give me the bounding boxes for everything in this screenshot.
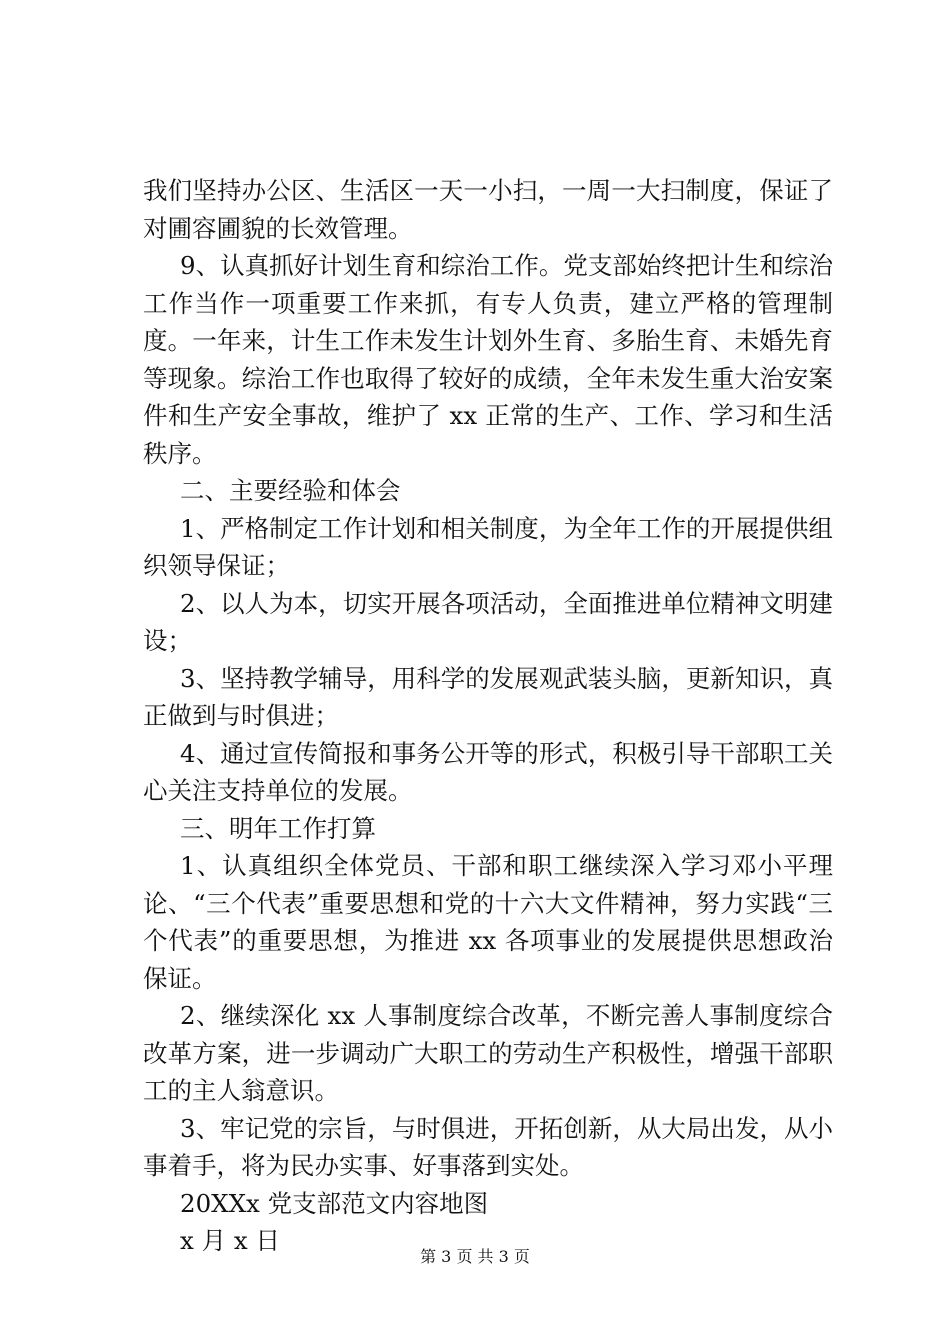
paragraph-7: 4、通过宣传简报和事务公开等的形式，积极引导干部职工关心关注支持单位的发展。 bbox=[143, 738, 833, 805]
section-heading-plan: 三、明年工作打算 bbox=[180, 813, 376, 843]
paragraph-2: 9、认真抓好计划生育和综治工作。党支部始终把计生和综治工作当作一项重要工作来抓，有专人负责，建立严格的管理制度。一年来，计生工作未发生计划外生育、多胎生育、未婚先育等现象。综治工作也取得了较好的成绩，全年未发生重大治安案件和生产安全事故，维护了 xx 正常的生产、工作、学习和生活秩序。 bbox=[143, 251, 833, 468]
paragraph-4: 1、严格制定工作计划和相关制度，为全年工作的开展提供组织领导保证； bbox=[143, 513, 833, 580]
section-heading-experience: 二、主要经验和体会 bbox=[180, 476, 401, 505]
paragraph-10: 2、继续深化 xx 人事制度综合改革，不断完善人事制度综合改革方案，进一步调动广大职工的劳动生产积极性，增强干部职工的主人翁意识。 bbox=[143, 1001, 833, 1105]
paragraph-11: 3、牢记党的宗旨，与时俱进，开拓创新，从大局出发，从小事着手，将为民办实事、好事落到实处。 bbox=[143, 1113, 833, 1180]
paragraph-5: 2、以人为本，切实开展各项活动，全面推进单位精神文明建设； bbox=[143, 588, 833, 655]
page-number-footer: 第 3 页 共 3 页 bbox=[420, 1247, 530, 1266]
paragraph-1: 我们坚持办公区、生活区一天一小扫，一周一大扫制度，保证了对圃容圃貌的长效管理。 bbox=[143, 176, 833, 243]
date-line: x 月 x 日 bbox=[180, 1226, 280, 1255]
document-body bbox=[143, 172, 833, 1260]
signature-line: 20XXx 党支部范文内容地图 bbox=[180, 1188, 489, 1218]
paragraph-6: 3、坚持教学辅导，用科学的发展观武装头脑，更新知识，真正做到与时俱进； bbox=[143, 663, 833, 730]
paragraph-9: 1、认真组织全体党员、干部和职工继续深入学习邓小平理论、“三个代表”重要思想和党的十六大文件精神，努力实践“三个代表”的重要思想，为推进 xx 各项事业的发展提供思想政治保证。 bbox=[143, 851, 833, 993]
